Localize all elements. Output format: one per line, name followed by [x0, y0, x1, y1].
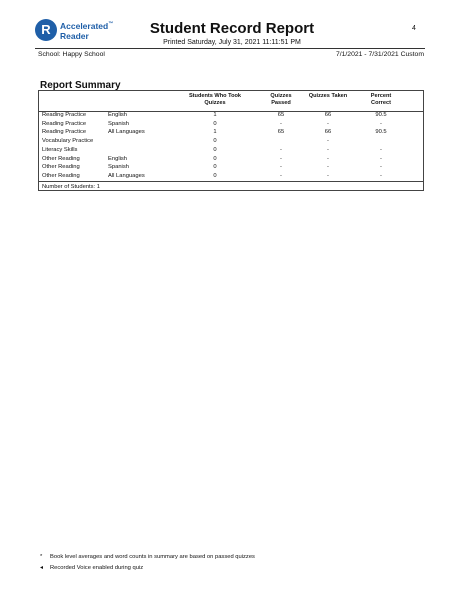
col-header-percent: Percent Correct: [370, 93, 392, 106]
percent-cell: -: [380, 172, 382, 179]
footnote-recorded-voice: [40, 565, 143, 571]
activity-cell: Reading Practice: [42, 120, 87, 127]
footnote-book-level: [40, 554, 255, 560]
students-cell: 0: [213, 120, 217, 127]
students-cell: 0: [213, 138, 217, 145]
language-cell: All Languages: [108, 129, 145, 136]
passed-cell: -: [280, 155, 282, 162]
activity-cell: Vocabulary Practice: [42, 138, 94, 145]
report-title: Student Record Report: [149, 20, 315, 37]
taken-cell: -: [327, 172, 329, 179]
col-header-passed: Quizzes Passed: [270, 93, 292, 106]
footnote-text: Book level averages and word counts in summary are based on passed quizzes: [50, 554, 255, 560]
percent-cell: 90.5: [375, 129, 387, 136]
activity-cell: Literacy Skills: [42, 146, 78, 153]
logo-tm: ™: [108, 21, 114, 27]
students-cell: 0: [213, 146, 217, 153]
header-divider: [35, 48, 425, 49]
passed-cell: 65: [277, 129, 285, 136]
language-cell: Spanish: [108, 120, 129, 127]
language-cell: English: [108, 112, 128, 118]
taken-cell: 66: [324, 129, 332, 136]
school-name: School: Happy School: [38, 51, 105, 58]
student-count: Number of Students: 1: [42, 184, 101, 190]
taken-cell: -: [327, 138, 329, 145]
language-cell: All Languages: [108, 172, 145, 179]
students-cell: 0: [213, 172, 217, 179]
students-cell: 1: [213, 129, 217, 136]
col-header-students: Students Who Took Quizzes: [188, 93, 242, 106]
students-cell: 0: [213, 155, 217, 162]
percent-cell: -: [380, 155, 382, 162]
activity-cell: Reading Practice: [42, 129, 87, 136]
students-cell: 0: [213, 164, 217, 171]
taken-cell: -: [327, 155, 329, 162]
footnote-text: Recorded Voice enabled during quiz: [50, 565, 144, 571]
passed-cell: -: [280, 172, 282, 179]
logo-mark-icon: R: [35, 19, 57, 41]
taken-cell: -: [327, 120, 329, 127]
activity-cell: Other Reading: [42, 155, 80, 162]
percent-cell: 90.5: [375, 112, 387, 118]
table-footer: [39, 181, 423, 192]
table-header: [39, 91, 423, 112]
students-cell: 1: [213, 112, 217, 118]
passed-cell: -: [280, 120, 282, 127]
taken-cell: -: [327, 146, 329, 153]
taken-cell: -: [327, 164, 329, 171]
logo-line2: Reader: [60, 30, 89, 41]
passed-cell: 65: [277, 112, 285, 118]
percent-cell: -: [380, 120, 382, 127]
printed-timestamp: Printed Saturday, July 31, 2021 11:11:51 PM: [163, 39, 301, 46]
percent-cell: -: [380, 146, 382, 153]
passed-cell: -: [280, 164, 282, 171]
date-range: 7/1/2021 - 7/31/2021 Custom: [335, 51, 424, 58]
activity-cell: Other Reading: [42, 172, 80, 179]
language-cell: English: [108, 155, 128, 162]
activity-cell: Other Reading: [42, 164, 80, 171]
asterisk-icon: *: [40, 554, 43, 560]
language-cell: Spanish: [108, 164, 129, 171]
taken-cell: 66: [324, 112, 332, 118]
report-summary-table: [38, 90, 424, 191]
logo-line1: Accelerated: [60, 20, 109, 31]
section-title: Report Summary: [40, 80, 121, 91]
col-header-taken: Quizzes Taken: [308, 93, 348, 99]
table-row: [39, 172, 423, 181]
activity-cell: Reading Practice: [42, 112, 87, 118]
speaker-icon: ◂: [40, 565, 43, 571]
passed-cell: -: [280, 146, 282, 153]
page-number: 4: [412, 25, 416, 32]
percent-cell: -: [380, 164, 382, 171]
